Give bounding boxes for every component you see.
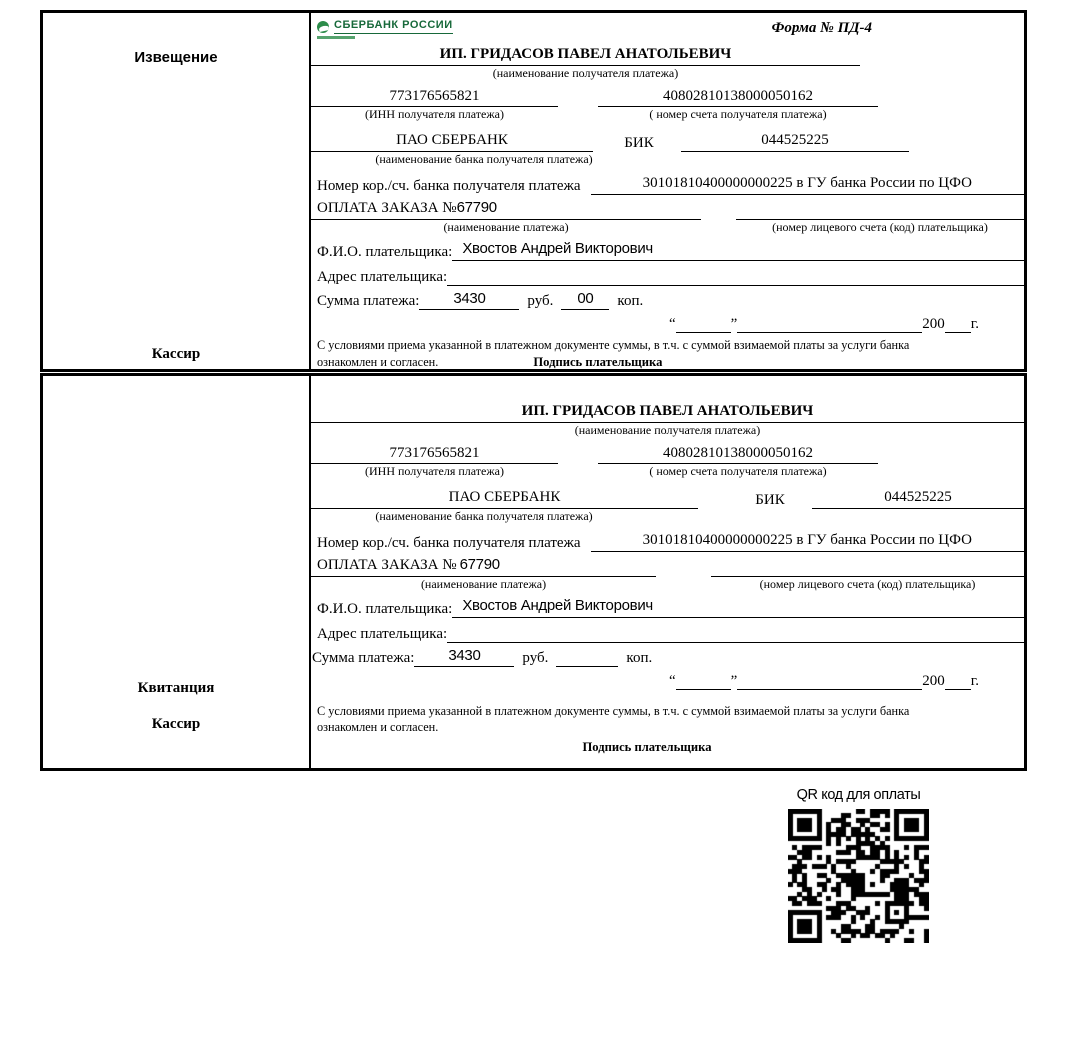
payer-address-label: Адрес плательщика: [317, 269, 448, 285]
receipt-left-column [43, 376, 311, 768]
corr-account-label: Номер кор./сч. банка получателя платежа [317, 535, 581, 551]
amount-rub-value: 3430 [419, 290, 519, 310]
caption-payment-name: (наименование платежа) [443, 220, 569, 234]
notice-left-column [43, 13, 311, 369]
kop-label: коп. [626, 650, 653, 666]
date-year-blank [945, 314, 971, 333]
sberbank-logo [317, 19, 453, 39]
qr-payment-block [788, 787, 929, 943]
date-day-blank [676, 671, 731, 690]
caption-payment-name: (наименование платежа) [420, 577, 547, 591]
quote-close: ” [730, 316, 738, 332]
caption-recipient: (наименование получателя платежа) [492, 66, 679, 80]
quote-open: “ [668, 673, 676, 689]
year-suffix: г. [970, 673, 979, 689]
form-number-label: Форма № ПД-4 [771, 20, 872, 36]
corr-account-label: Номер кор./сч. банка получателя платежа [317, 178, 581, 194]
payment-purpose: ОПЛАТА ЗАКАЗА № [317, 557, 457, 573]
date-year-blank [945, 671, 971, 690]
agreement-line1: С условиями приема указанной в платежном документе суммы, в т.ч. с суммой взимаемой платы за услуги банка [317, 704, 910, 718]
amount-label: Сумма платежа: [312, 650, 415, 666]
payer-name-value: Хвостов Андрей Викторович [452, 240, 1024, 261]
sberbank-logo-icon [317, 21, 329, 33]
rub-label: руб. [522, 650, 549, 666]
account-value: 40802810138000050162 [598, 444, 878, 464]
payment-purpose-line [311, 199, 701, 220]
quote-open: “ [668, 316, 676, 332]
bik-label: БИК [755, 492, 785, 508]
amount-label: Сумма платежа: [317, 293, 420, 309]
agreement-text [311, 704, 1024, 755]
recipient-name: ИП. ГРИДАСОВ ПАВЕЛ АНАТОЛЬЕВИЧ [311, 45, 860, 66]
recipient-name: ИП. ГРИДАСОВ ПАВЕЛ АНАТОЛЬЕВИЧ [311, 402, 1024, 423]
caption-account: ( номер счета получателя платежа) [649, 464, 827, 478]
payer-name-label: Ф.И.О. плательщика: [317, 244, 453, 260]
payment-purpose-line [311, 556, 656, 577]
sberbank-logo-subtext-smudge [317, 36, 355, 39]
payer-signature-label: Подпись плательщика [582, 739, 712, 754]
payer-address-blank-line [447, 622, 1024, 643]
agreement-line2: ознакомлен и согласен. [317, 354, 439, 369]
caption-recipient: (наименование получателя платежа) [574, 423, 761, 437]
bik-value: 044525225 [812, 488, 1024, 509]
order-number: 67790 [459, 556, 500, 573]
inn-value: 773176565821 [311, 87, 558, 107]
receipt-section [40, 373, 1027, 771]
personal-account-blank-line [736, 199, 1024, 220]
agreement-text [311, 338, 1024, 371]
cashier-label: Кассир [151, 346, 201, 362]
sberbank-logo-text: СБЕРБАНК РОССИИ [334, 19, 453, 34]
kop-label: коп. [617, 293, 644, 309]
payment-purpose: ОПЛАТА ЗАКАЗА № [317, 200, 457, 216]
payer-signature-label: Подпись плательщика [533, 354, 663, 369]
date-day-blank [676, 314, 731, 333]
amount-kop-value: 00 [561, 290, 609, 310]
corr-account-value: 30101810400000000225 в ГУ банка России по ЦФО [591, 531, 1024, 552]
qr-label: QR код для оплаты [796, 787, 921, 803]
bank-name: ПАО СБЕРБАНК [311, 131, 593, 152]
caption-inn: (ИНН получателя платежа) [365, 464, 504, 478]
quote-close: ” [730, 673, 738, 689]
inn-value: 773176565821 [311, 444, 558, 464]
year-suffix: г. [970, 316, 979, 332]
receipt-form-body [311, 376, 1024, 768]
caption-bank: (наименование банка получателя платежа) [375, 509, 593, 523]
caption-inn: (ИНН получателя платежа) [365, 107, 504, 121]
order-number: 67790 [456, 199, 497, 216]
bik-value: 044525225 [681, 131, 909, 152]
qr-code [788, 809, 929, 943]
date-line [311, 314, 1024, 333]
payer-name-label: Ф.И.О. плательщика: [317, 601, 453, 617]
account-value: 40802810138000050162 [598, 87, 878, 107]
receipt-title: Квитанция [137, 680, 215, 696]
date-line [311, 671, 1024, 690]
rub-label: руб. [527, 293, 554, 309]
corr-account-value: 30101810400000000225 в ГУ банка России по ЦФО [591, 174, 1024, 195]
amount-rub-value: 3430 [414, 647, 514, 667]
caption-account: ( номер счета получателя платежа) [649, 107, 827, 121]
cashier-label: Кассир [151, 716, 201, 732]
date-month-blank [737, 314, 922, 333]
caption-personal-account: (номер лицевого счета (код) плательщика) [759, 577, 976, 591]
notice-form-body [311, 13, 1024, 369]
notice-title: Извещение [134, 49, 218, 66]
payer-name-value: Хвостов Андрей Викторович [452, 597, 1024, 618]
payer-address-label: Адрес плательщика: [317, 626, 448, 642]
date-month-blank [737, 671, 922, 690]
personal-account-blank-line [711, 556, 1024, 577]
agreement-line2: ознакомлен и согласен. [317, 719, 439, 734]
year-prefix: 200 [922, 673, 945, 689]
caption-bank: (наименование банка получателя платежа) [375, 152, 593, 166]
bank-name: ПАО СБЕРБАНК [311, 488, 698, 509]
payer-address-blank-line [447, 265, 1024, 286]
amount-kop-value [556, 647, 618, 667]
caption-personal-account: (номер лицевого счета (код) плательщика) [772, 220, 988, 234]
bik-label: БИК [624, 135, 654, 151]
agreement-line1: С условиями приема указанной в платежном документе суммы, в т.ч. с суммой взимаемой платы за услуги банка [317, 338, 910, 352]
notice-section [40, 10, 1027, 372]
year-prefix: 200 [922, 316, 945, 332]
